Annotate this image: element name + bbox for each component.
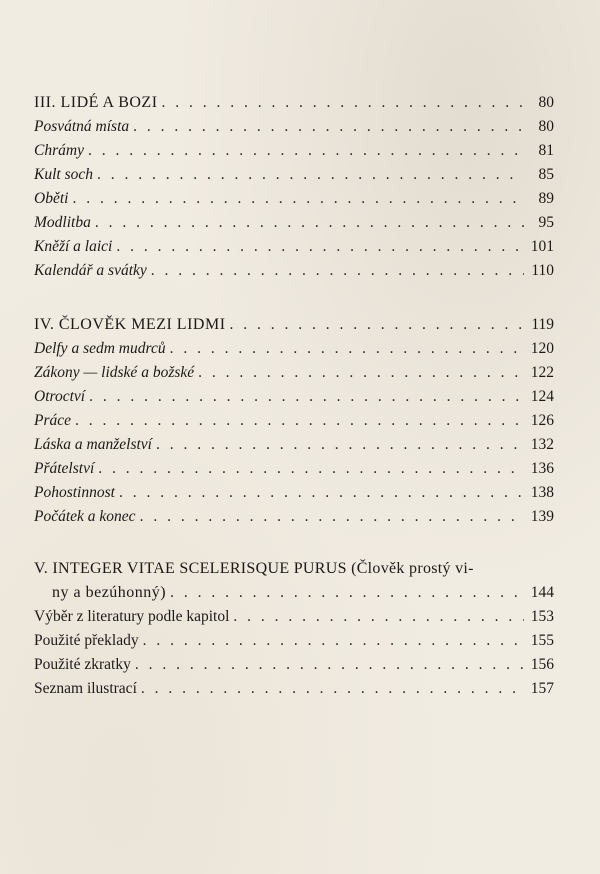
toc-heading-label: IV. ČLOVĚK MEZI LIDMI (34, 316, 226, 333)
toc-page-number: 89 (538, 190, 554, 207)
toc-page-number: 110 (531, 262, 554, 279)
dot-leader (98, 458, 524, 480)
toc-entry-label: Pohostinnost (34, 484, 115, 501)
toc-entry[interactable] (34, 654, 554, 676)
dot-leader (116, 236, 524, 258)
toc-page-number: 120 (530, 340, 554, 357)
toc-entry-label: Otroctví (34, 388, 86, 405)
dot-leader (95, 212, 524, 234)
dot-leader (233, 606, 524, 628)
toc-entry-label: Zákony — lidské a božské (34, 364, 195, 381)
toc-entry[interactable] (34, 188, 554, 210)
toc-entry[interactable] (34, 458, 554, 480)
toc-entry[interactable] (34, 678, 554, 700)
toc-entry-label: Láska a manželství (34, 436, 152, 453)
toc-page-number: 126 (530, 412, 554, 429)
toc-entry-label: Práce (34, 412, 72, 429)
dot-leader (141, 678, 524, 700)
toc-entry[interactable] (34, 506, 554, 528)
dot-leader (119, 482, 524, 504)
toc-entry[interactable] (34, 164, 554, 186)
toc-page-number: 85 (538, 166, 554, 183)
toc-page-number: 122 (530, 364, 554, 381)
toc-page-number: 80 (538, 94, 554, 111)
toc-entry-label: Seznam ilustrací (34, 680, 137, 697)
dot-leader (135, 654, 524, 676)
dot-leader (143, 630, 524, 652)
dot-leader (230, 314, 524, 336)
toc-page-number: 156 (530, 656, 554, 673)
dot-leader (140, 506, 524, 528)
toc-entry-label: Posvátná místa (34, 118, 130, 135)
toc-entry[interactable] (34, 338, 554, 360)
toc-heading-label: III. LIDÉ A BOZI (34, 94, 158, 111)
dot-leader (75, 410, 524, 432)
toc-page-number: 101 (530, 238, 554, 255)
toc-entry[interactable] (34, 410, 554, 432)
toc-entry[interactable] (34, 236, 554, 258)
toc-page-number: 139 (530, 508, 554, 525)
toc-entry-label: Přátelství (34, 460, 95, 477)
toc-entry-label: Počátek a konec (34, 508, 136, 525)
toc-entry[interactable] (34, 434, 554, 456)
toc-heading-iv[interactable] (34, 314, 554, 336)
toc-entry-label: Kalendář a svátky (34, 262, 147, 279)
toc-entry[interactable] (34, 260, 554, 282)
toc-entry[interactable] (34, 212, 554, 234)
toc-page-number: 138 (530, 484, 554, 501)
toc-page-number: 124 (530, 388, 554, 405)
dot-leader (151, 260, 524, 282)
toc-page-number: 119 (531, 316, 554, 333)
toc-page-number: 95 (538, 214, 554, 231)
toc-entry-label: Kněží a laici (34, 238, 113, 255)
dot-leader (170, 338, 524, 360)
toc-heading-v-line1[interactable]: V. INTEGER VITAE SCELERISQUE PURUS (Člověk prostý vi- (34, 560, 474, 577)
toc-page-number: 132 (530, 436, 554, 453)
toc-entry[interactable] (34, 386, 554, 408)
toc-entry[interactable] (34, 482, 554, 504)
toc-entry[interactable] (34, 606, 554, 628)
toc-page-number: 157 (530, 680, 554, 697)
dot-leader (133, 116, 524, 138)
toc-page-number: 155 (530, 632, 554, 649)
toc-page-number: 153 (530, 608, 554, 625)
toc-heading-label: ny a bezúhonný) (52, 584, 167, 601)
toc-entry-label: Chrámy (34, 142, 84, 159)
toc-page-number: 136 (530, 460, 554, 477)
toc-entry-label: Použité překlady (34, 632, 139, 649)
dot-leader (162, 92, 524, 114)
toc-entry[interactable] (34, 140, 554, 162)
dot-leader (170, 582, 524, 604)
toc-entry[interactable] (34, 630, 554, 652)
toc-page-number: 144 (530, 584, 554, 601)
toc-heading-iii[interactable] (34, 92, 554, 114)
dot-leader (88, 140, 524, 162)
dot-leader (97, 164, 524, 186)
toc-heading-v[interactable] (52, 582, 554, 604)
toc-entry-label: Použité zkratky (34, 656, 131, 673)
dot-leader (89, 386, 524, 408)
toc-entry-label: Kult soch (34, 166, 93, 183)
toc-entry-label: Výběr z literatury podle kapitol (34, 608, 230, 625)
dot-leader (198, 362, 524, 384)
toc-entry-label: Modlitba (34, 214, 91, 231)
toc-entry[interactable] (34, 362, 554, 384)
toc-page-number: 80 (538, 118, 554, 135)
dot-leader (72, 188, 524, 210)
dot-leader (156, 434, 524, 456)
toc-entry-label: Delfy a sedm mudrců (34, 340, 166, 357)
toc-page-number: 81 (538, 142, 554, 159)
toc-entry[interactable] (34, 116, 554, 138)
toc-entry-label: Oběti (34, 190, 69, 207)
